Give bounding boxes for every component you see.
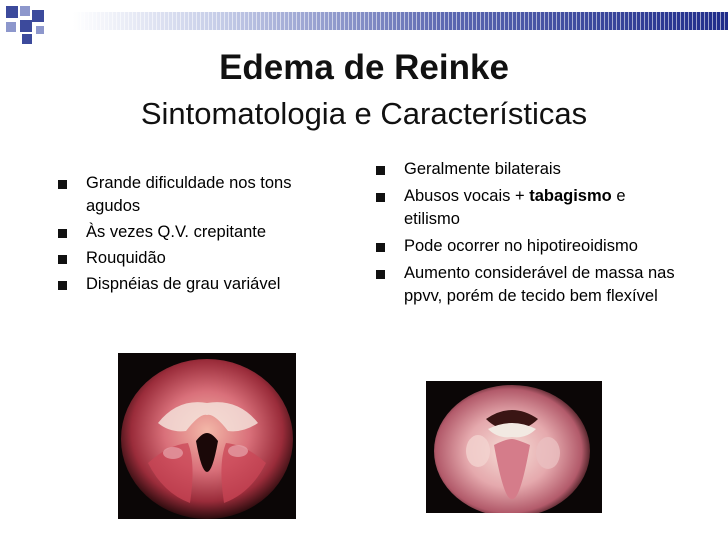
decor-square-6 bbox=[36, 26, 44, 34]
bullet-text-prefix: Abusos vocais + bbox=[404, 187, 530, 205]
header-stripes bbox=[0, 12, 728, 30]
right-bullet-list bbox=[376, 158, 676, 312]
decor-square-4 bbox=[6, 22, 16, 32]
decor-square-3 bbox=[32, 10, 44, 22]
left-bullet-item: Grande dificuldade nos tons agudos bbox=[58, 172, 348, 218]
left-bullet-item: Dispnéias de grau variável bbox=[58, 273, 348, 296]
larynx-photo-2 bbox=[426, 381, 602, 513]
decor-square-1 bbox=[6, 6, 18, 18]
bullet-text-suffix: e etilismo bbox=[404, 187, 626, 228]
bullet-text-bold: tabagismo bbox=[529, 187, 612, 205]
left-bullet-list bbox=[58, 172, 348, 299]
decor-square-7 bbox=[22, 34, 32, 44]
left-bullet-item: Às vezes Q.V. crepitante bbox=[58, 221, 348, 244]
slide-title: Edema de Reinke bbox=[219, 48, 509, 87]
larynx-photo-1 bbox=[118, 353, 296, 519]
decor-square-2 bbox=[20, 6, 30, 16]
right-bullet-item: Aumento considerável de massa nas ppvv, porém de tecido bem flexível bbox=[376, 262, 676, 308]
right-bullet-item: Pode ocorrer no hipotireoidismo bbox=[376, 235, 676, 258]
left-bullet-item: Rouquidão bbox=[58, 247, 348, 270]
right-bullet-item bbox=[376, 185, 676, 231]
decor-square-5 bbox=[20, 20, 32, 32]
right-bullet-item: Geralmente bilaterais bbox=[376, 158, 676, 181]
slide-subtitle: Sintomatologia e Características bbox=[140, 96, 588, 131]
